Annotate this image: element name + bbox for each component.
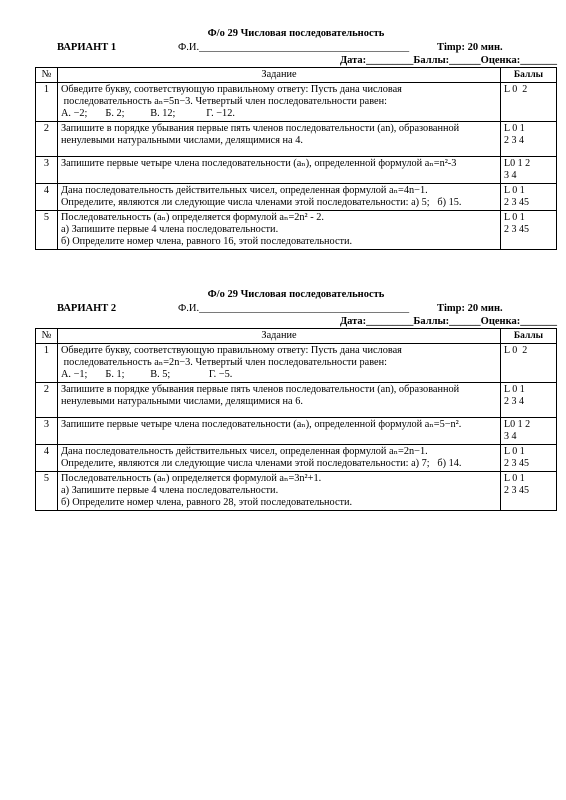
task-line: ненулевыми натуральными числами, делящимися на 6. — [61, 396, 303, 407]
task-number: 1 — [36, 344, 58, 383]
task-line: Запишите в порядке убывания первые пять членов последовательности (an), образованной — [61, 384, 460, 395]
score-line: L 0 1 — [504, 473, 525, 484]
tasks-table — [35, 67, 557, 250]
task-line: Определите, являются ли следующие числа членами этой последовательности: а) 7; б) 14. — [61, 458, 462, 469]
task-score — [501, 418, 557, 445]
variant-2-sheet — [35, 288, 557, 511]
score-line: L 0 1 — [504, 212, 525, 223]
task-number: 2 — [36, 122, 58, 157]
task-line: б) Определите номер члена, равного 28, этой последовательности. — [61, 497, 353, 508]
grade-header — [35, 54, 557, 67]
task-score — [501, 211, 557, 250]
score-line: 2 3 45 — [504, 485, 529, 496]
header-number: № — [36, 68, 58, 83]
task-line: Определите, являются ли следующие числа членами этой последовательности: а) 5; б) 15. — [61, 197, 462, 208]
task-line: Обведите букву, соответствующую правильному ответу: Пусть дана числовая — [61, 84, 402, 95]
task-text — [58, 157, 501, 184]
task-score — [501, 383, 557, 418]
score-line: L0 1 2 — [504, 158, 531, 169]
student-header — [35, 302, 557, 315]
score-line: 3 4 — [504, 431, 517, 442]
variant-label: ВАРИАНТ 1 — [57, 42, 117, 53]
task-number: 5 — [36, 211, 58, 250]
table-row — [36, 122, 557, 157]
task-line: Обведите букву, соответствующую правильному ответу: Пусть дана числовая — [61, 345, 402, 356]
sheet-title: Ф/о 29 Числовая последовательность — [207, 28, 385, 39]
grade-header — [35, 315, 557, 328]
task-number: 2 — [36, 383, 58, 418]
task-line: Дана последовательность действительных чисел, определенная формулой aₙ=2n−1. — [61, 446, 428, 457]
task-number: 3 — [36, 418, 58, 445]
table-row — [36, 472, 557, 511]
task-score — [501, 157, 557, 184]
score-line: 2 3 45 — [504, 197, 529, 208]
task-number: 3 — [36, 157, 58, 184]
task-text — [58, 122, 501, 157]
score-line: 2 3 45 — [504, 224, 529, 235]
task-score — [501, 344, 557, 383]
sheet-title: Ф/о 29 Числовая последовательность — [207, 289, 385, 300]
tasks-table — [35, 328, 557, 511]
task-number: 1 — [36, 83, 58, 122]
task-score — [501, 472, 557, 511]
task-score — [501, 445, 557, 472]
task-text — [58, 472, 501, 511]
date-score-grade-field[interactable]: Дата:_________Баллы:______Оценка:_______ — [339, 316, 557, 327]
variant-label: ВАРИАНТ 2 — [57, 303, 117, 314]
score-line: L0 1 2 — [504, 419, 531, 430]
task-line: последовательность aₙ=5n−3. Четвертый член последовательности равен: — [61, 96, 387, 107]
task-text — [58, 418, 501, 445]
score-line: L 0 1 — [504, 446, 525, 457]
time-limit: Тimp: 20 мин. — [437, 303, 503, 314]
header-number: № — [36, 329, 58, 344]
task-line: а) Запишите первые 4 члена последовательности. — [61, 224, 279, 235]
score-line: L 0 2 — [504, 345, 528, 356]
table-row — [36, 184, 557, 211]
task-line: А. −1; Б. 1; В. 5; Г. −5. — [61, 369, 233, 380]
task-line: б) Определите номер члена, равного 16, этой последовательности. — [61, 236, 353, 247]
task-line: Запишите первые четыре члена последовательности (aₙ), определенной формулой aₙ=n²-3 — [61, 158, 457, 169]
table-row — [36, 157, 557, 184]
table-row — [36, 418, 557, 445]
table-row — [36, 445, 557, 472]
score-line: L 0 1 — [504, 384, 525, 395]
table-row — [36, 83, 557, 122]
name-field[interactable]: Ф.И.________________________________________ — [178, 303, 410, 314]
task-score — [501, 122, 557, 157]
score-line: 2 3 4 — [504, 396, 524, 407]
task-number: 4 — [36, 445, 58, 472]
task-text — [58, 445, 501, 472]
task-score — [501, 184, 557, 211]
task-line: Дана последовательность действительных чисел, определенная формулой aₙ=4n−1. — [61, 185, 428, 196]
task-text — [58, 184, 501, 211]
task-line: последовательность aₙ=2n−3. Четвертый член последовательности равен: — [61, 357, 387, 368]
task-line: Запишите в порядке убывания первые пять членов последовательности (an), образованной — [61, 123, 460, 134]
task-text — [58, 211, 501, 250]
task-line: ненулевыми натуральными числами, делящимися на 4. — [61, 135, 303, 146]
table-row — [36, 211, 557, 250]
header-task: Задание — [58, 329, 501, 344]
task-text — [58, 344, 501, 383]
score-line: 3 4 — [504, 170, 517, 181]
score-line: L 0 1 — [504, 123, 525, 134]
time-limit: Тimp: 20 мин. — [437, 42, 503, 53]
task-number: 4 — [36, 184, 58, 211]
header-score: Баллы — [501, 68, 557, 83]
table-header-row — [36, 329, 557, 344]
task-line: Последовательность (aₙ) определяется формулой aₙ=3n²+1. — [61, 473, 322, 484]
task-line: А. −2; Б. 2; В. 12; Г. −12. — [61, 108, 235, 119]
variant-1-sheet — [35, 27, 557, 250]
task-text — [58, 83, 501, 122]
table-row — [36, 383, 557, 418]
task-number: 5 — [36, 472, 58, 511]
task-line: Последовательность (aₙ) определяется формулой aₙ=2n² - 2. — [61, 212, 324, 223]
task-line: а) Запишите первые 4 члена последовательности. — [61, 485, 279, 496]
header-task: Задание — [58, 68, 501, 83]
date-score-grade-field[interactable]: Дата:_________Баллы:______Оценка:_______ — [339, 55, 557, 66]
student-header — [35, 41, 557, 54]
score-line: 2 3 4 — [504, 135, 524, 146]
table-header-row — [36, 68, 557, 83]
name-field[interactable]: Ф.И.________________________________________ — [178, 42, 410, 53]
score-line: L 0 1 — [504, 185, 525, 196]
task-text — [58, 383, 501, 418]
task-score — [501, 83, 557, 122]
score-line: L 0 2 — [504, 84, 528, 95]
table-row — [36, 344, 557, 383]
score-line: 2 3 45 — [504, 458, 529, 469]
task-line: Запишите первые четыре члена последовательности (aₙ), определенной формулой aₙ=5−n². — [61, 419, 462, 430]
header-score: Баллы — [501, 329, 557, 344]
